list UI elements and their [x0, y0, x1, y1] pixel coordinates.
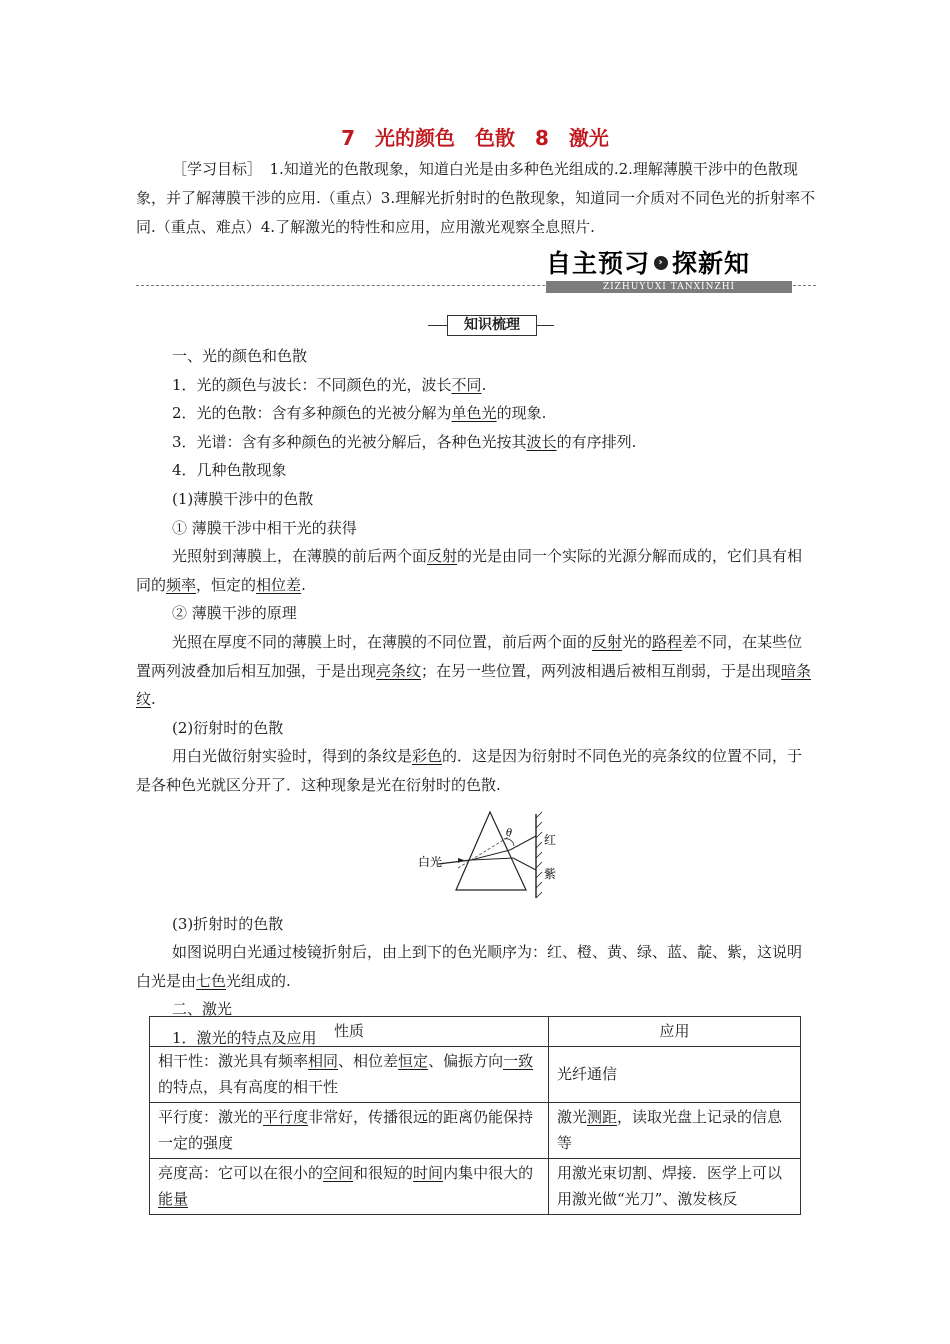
r3-answer-2: 时间	[413, 1164, 444, 1182]
r1-answer-1: 相同	[308, 1052, 339, 1070]
p2-text-e: .	[151, 690, 156, 709]
label-theta: θ	[506, 827, 513, 839]
p1-answer-3: 相位差	[256, 575, 302, 594]
p1-text-d: .	[301, 575, 306, 594]
learning-objectives: ［学习目标］ 1.知道光的色散现象，知道白光是由多种色光组成的.2.理解薄膜干涉中的色散现象，并了解薄膜干涉的应用.（重点）3.理解光折射时的色散现象，知道同一介质对不同色光的折射率不同.（重点、难点）4.了解激光的特性和应用，应用激光观察全息照片.	[136, 160, 816, 236]
r3-answer-3: 能量	[158, 1190, 189, 1208]
heading-section-1: 一、光的颜色和色散	[172, 347, 308, 365]
item-2-text: 2．光的色散：含有多种颜色的光被分解为	[172, 404, 452, 423]
item-1-end: .	[481, 375, 487, 394]
r2-app-answer: 测距	[587, 1108, 618, 1126]
table-header-application: 应用	[549, 1017, 801, 1047]
table-cell-application: 用激光束切割、焊接．医学上可以用激光做“光刀”、激发核反	[549, 1159, 801, 1215]
banner-title-right: 探新知	[672, 249, 751, 278]
label-white-light: 白光	[418, 854, 443, 869]
table-header-row	[150, 1017, 801, 1047]
r3-text-c: 内集中很大的	[443, 1164, 534, 1182]
r3-text-b: 和很短的	[353, 1164, 414, 1182]
banner-subtitle: ZIZHUYUXI TANXINZHI	[546, 281, 792, 293]
paragraph-coherent-light	[136, 542, 816, 599]
p4-text-a: 如图说明白光通过棱镜折射后，由上到下的色光顺序为：红、橙、黄、绿、蓝、靛、紫，这说明白光是由	[136, 943, 803, 990]
subheading-refraction: (3)折射时的色散	[172, 914, 284, 933]
item-2-end: 的现象.	[496, 404, 547, 423]
subheading-principle: ② 薄膜干涉的原理	[172, 604, 297, 623]
subheading-coherent-light: ① 薄膜干涉中相干光的获得	[172, 518, 357, 537]
p2-answer-2: 路程	[652, 632, 683, 651]
p1-answer-1: 反射	[427, 547, 458, 566]
r2-text-b: 非常好，传播很远的距离仍能保持一定的强度	[158, 1108, 534, 1152]
p1-answer-2: 频率	[166, 575, 197, 594]
prism-triangle	[456, 812, 526, 890]
p4-answer-1: 七色	[196, 971, 227, 990]
laser-properties-table	[149, 1016, 801, 1215]
p4-text-b: 光组成的.	[226, 971, 291, 990]
table-header-property: 性质	[150, 1017, 549, 1047]
p3-text-a: 用白光做衍射实验时，得到的条纹是	[172, 747, 413, 766]
table-row	[150, 1103, 801, 1159]
r1-text-a: 相干性：激光具有频率	[158, 1052, 309, 1070]
p2-text-a: 光照在厚度不同的薄膜上时，在薄膜的不同位置，前后两个面的	[172, 632, 593, 651]
item-1	[136, 371, 816, 400]
r3-text-a: 亮度高：它可以在很小的	[158, 1164, 324, 1182]
lesson-title: 7 光的颜色 色散 8 激光	[341, 126, 609, 150]
main-content	[136, 342, 816, 1052]
p1-text-b: 的光是由同一个实际的光源分解而成的，它们具有相同的	[136, 547, 803, 594]
p3-text-b: 的．这是因为衍射时不同色光的亮条纹的位置不同，于是各种色光就区分开了．这种现象是光在衍射时的色散.	[136, 747, 803, 794]
subheading-thin-film: (1)薄膜干涉中的色散	[172, 489, 314, 508]
banner-title	[546, 248, 788, 280]
table-row	[150, 1159, 801, 1215]
p3-answer-1: 彩色	[412, 747, 443, 766]
r3-answer-1: 空间	[323, 1164, 354, 1182]
p2-text-b: 光的	[622, 632, 653, 651]
laser-item-1: 1．激光的特点及应用	[172, 1028, 317, 1047]
incident-ray	[438, 860, 471, 864]
item-3-answer: 波长	[526, 432, 557, 451]
label-red: 红	[544, 832, 557, 847]
p2-text-d: ；在另一些位置，两列波相遇后被相互削弱，于是出现	[421, 661, 782, 680]
section-label-text: 知识梳理	[447, 315, 537, 336]
item-1-text: 1．光的颜色与波长：不同颜色的光，波长	[172, 375, 452, 394]
table-cell-property	[150, 1159, 549, 1215]
section-banner	[136, 248, 816, 294]
paragraph-diffraction	[136, 742, 816, 799]
arrow-right-icon: ›	[654, 256, 668, 270]
r1-text-c: 、偏振方向	[428, 1052, 504, 1070]
screen-hatching	[536, 812, 542, 898]
item-2-answer: 单色光	[451, 404, 497, 423]
paragraph-refraction	[136, 938, 816, 995]
table-cell-application: 光纤通信	[549, 1047, 801, 1103]
p2-text-c: 差不同，在某些位置两列波叠加后相互加强，于是出现	[136, 632, 803, 680]
subheading-diffraction: (2)衍射时的色散	[172, 718, 284, 737]
r1-answer-2: 恒定	[398, 1052, 429, 1070]
item-3-text: 3．光谱：含有多种颜色的光被分解后，各种色光按其	[172, 432, 527, 451]
r1-answer-3: 一致	[503, 1052, 534, 1070]
p2-answer-1: 反射	[592, 632, 623, 651]
p2-answer-3: 亮条纹	[376, 661, 422, 680]
banner-title-left: 自主预习	[546, 249, 651, 278]
p1-text-c: ，恒定的	[196, 575, 257, 594]
item-2	[136, 399, 816, 428]
p1-text-a: 光照射到薄膜上，在薄膜的前后两个面	[172, 547, 428, 566]
paragraph-principle	[136, 628, 816, 714]
heading-section-2: 二、激光	[172, 1000, 233, 1019]
label-violet: 紫	[544, 866, 557, 881]
p2-answer-4: 暗条纹	[136, 661, 812, 709]
item-4: 4．几种色散现象	[172, 461, 287, 480]
item-1-answer: 不同	[451, 375, 482, 394]
r2-app-b: ，读取光盘上记录的信息等	[557, 1108, 783, 1152]
item-3-end: 的有序排列.	[556, 432, 637, 451]
item-3	[136, 428, 816, 457]
table-cell-property	[150, 1103, 549, 1159]
prism-figure	[136, 804, 816, 906]
r1-text-b: 、相位差	[338, 1052, 399, 1070]
r2-text-a: 平行度：激光的	[158, 1108, 264, 1126]
red-ray	[510, 836, 536, 850]
r2-app-a: 激光	[557, 1108, 588, 1126]
r1-text-d: 的特点，具有高度的相干性	[158, 1078, 339, 1096]
r2-answer-1: 平行度	[263, 1108, 309, 1126]
table-cell-application	[549, 1103, 801, 1159]
table-row	[150, 1047, 801, 1103]
table-cell-property	[150, 1047, 549, 1103]
section-label	[428, 314, 554, 336]
prism-diagram	[418, 806, 558, 902]
